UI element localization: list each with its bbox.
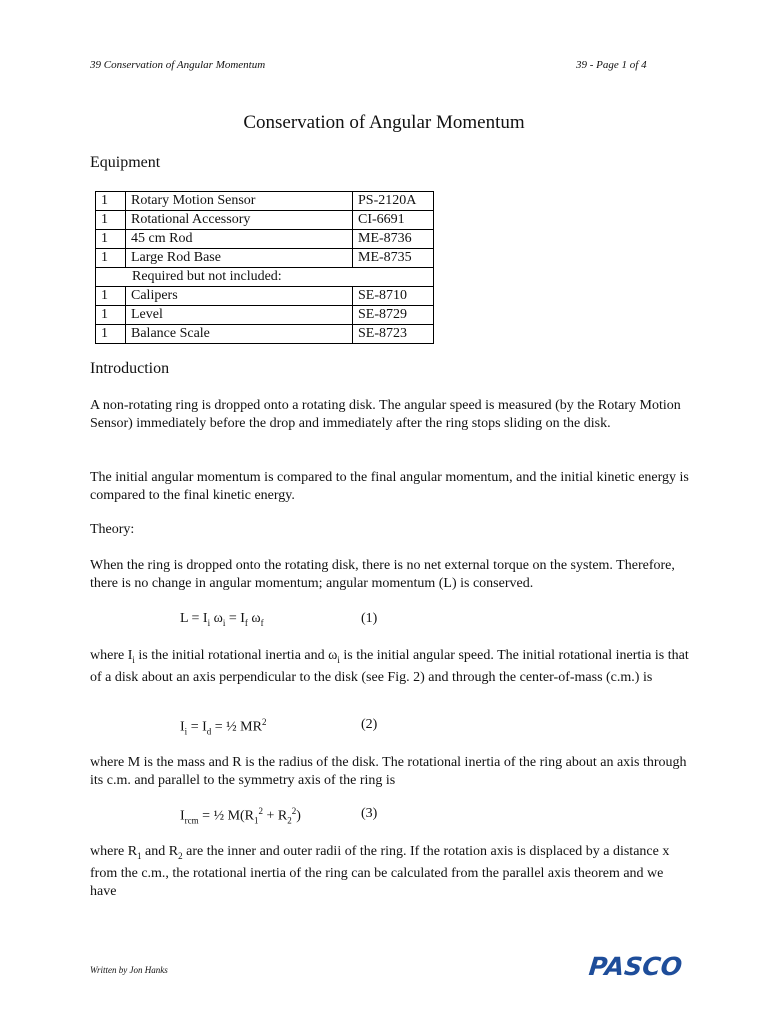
text-fragment: and R [141, 844, 179, 859]
qty-cell: 1 [96, 249, 126, 268]
table-row [96, 287, 434, 306]
not-included-label: Required but not included: [96, 268, 434, 287]
part-cell: SE-8710 [353, 287, 434, 306]
paragraph-text: A non-rotating ring is dropped onto a rotating disk. The angular speed is measured (by the Rotary Motion Sensor) immediately before the drop and immediately after the ring stops sliding on the disk. [90, 398, 681, 431]
paragraph-initial-inertia [90, 647, 690, 687]
text-fragment: where R [90, 844, 138, 859]
running-header-title: 39 Conservation of Angular Momentum [90, 59, 266, 71]
pasco-logo: PASCO [587, 952, 684, 981]
table-row [96, 230, 434, 249]
part-cell: ME-8735 [353, 249, 434, 268]
part-cell: CI-6691 [353, 211, 434, 230]
theory-paragraph [90, 557, 690, 593]
paragraph-text: where M is the mass and R is the radius of the disk. The rotational inertia of the ring about an axis through its c.m. and parallel to the symmetry axis of the ring is [90, 755, 687, 788]
qty-cell: 1 [96, 325, 126, 344]
equation-1-number: (1) [361, 611, 378, 626]
table-row [96, 306, 434, 325]
table-row [96, 192, 434, 211]
paragraph-text: The initial angular momentum is compared to the final angular momentum, and the initial kinetic energy is compared to the final kinetic energy. [90, 470, 689, 503]
qty-cell: 1 [96, 306, 126, 325]
equation-2: $I_i = I_d$ = ½ $MR^2$ [180, 717, 267, 737]
qty-cell: 1 [96, 192, 126, 211]
text-fragment: are the inner and outer radii of the ring. If the rotation axis is displaced by a distance x from the c.m., the rotational inertia of the ring can be calculated from the parallel axis theorem and we have [90, 844, 670, 899]
item-cell: Rotational Accessory [126, 211, 353, 230]
part-cell: SE-8729 [353, 306, 434, 325]
equipment-heading: Equipment [90, 154, 161, 171]
table-row [96, 249, 434, 268]
equation-3: $I_{rcm}$ = ½ $M(R_1^2 + R_2^2)$ [180, 806, 301, 826]
page-title: Conservation of Angular Momentum [243, 112, 525, 133]
item-cell: Calipers [126, 287, 353, 306]
equation-2-number: (2) [361, 717, 378, 732]
paragraph-parallel-axis [90, 843, 690, 901]
subscript: i [337, 654, 340, 665]
equation-3-number: (3) [361, 806, 378, 821]
introduction-heading: Introduction [90, 360, 170, 377]
subscript: 1 [137, 850, 142, 861]
intro-paragraph-2 [90, 469, 690, 505]
part-cell: ME-8736 [353, 230, 434, 249]
qty-cell: 1 [96, 287, 126, 306]
item-cell: 45 cm Rod [126, 230, 353, 249]
theory-label: Theory: [90, 522, 135, 537]
subscript: i [132, 654, 135, 665]
running-header-page: 39 - Page 1 of 4 [576, 59, 647, 71]
part-cell: PS-2120A [353, 192, 434, 211]
item-cell: Balance Scale [126, 325, 353, 344]
text-fragment: is the initial angular speed. The initial rotational inertia is that of a disk about an axis perpendicular to the disk (see Fig. 2) and through the center-of-mass (c.m.) is [90, 648, 689, 685]
equipment-table [95, 191, 434, 344]
item-cell: Level [126, 306, 353, 325]
part-cell: SE-8723 [353, 325, 434, 344]
subscript: 2 [178, 850, 183, 861]
text-fragment: where I [90, 648, 133, 663]
table-row [96, 211, 434, 230]
qty-cell: 1 [96, 211, 126, 230]
table-row [96, 325, 434, 344]
item-cell: Large Rod Base [126, 249, 353, 268]
intro-paragraph-1 [90, 397, 690, 433]
paragraph-text: When the ring is dropped onto the rotating disk, there is no net external torque on the system. Therefore, there is no change in angular momentum; angular momentum (L) is conserved. [90, 558, 675, 591]
item-cell: Rotary Motion Sensor [126, 192, 353, 211]
table-row-subheader [96, 268, 434, 287]
qty-cell: 1 [96, 230, 126, 249]
paragraph-disk-inertia [90, 754, 690, 790]
footer-author: Written by Jon Hanks [90, 965, 168, 975]
text-fragment: is the initial rotational inertia and ω [134, 648, 338, 663]
equation-1: $L = I_i$ $\omega_i = I_f$ $\omega_f$ [180, 611, 264, 628]
